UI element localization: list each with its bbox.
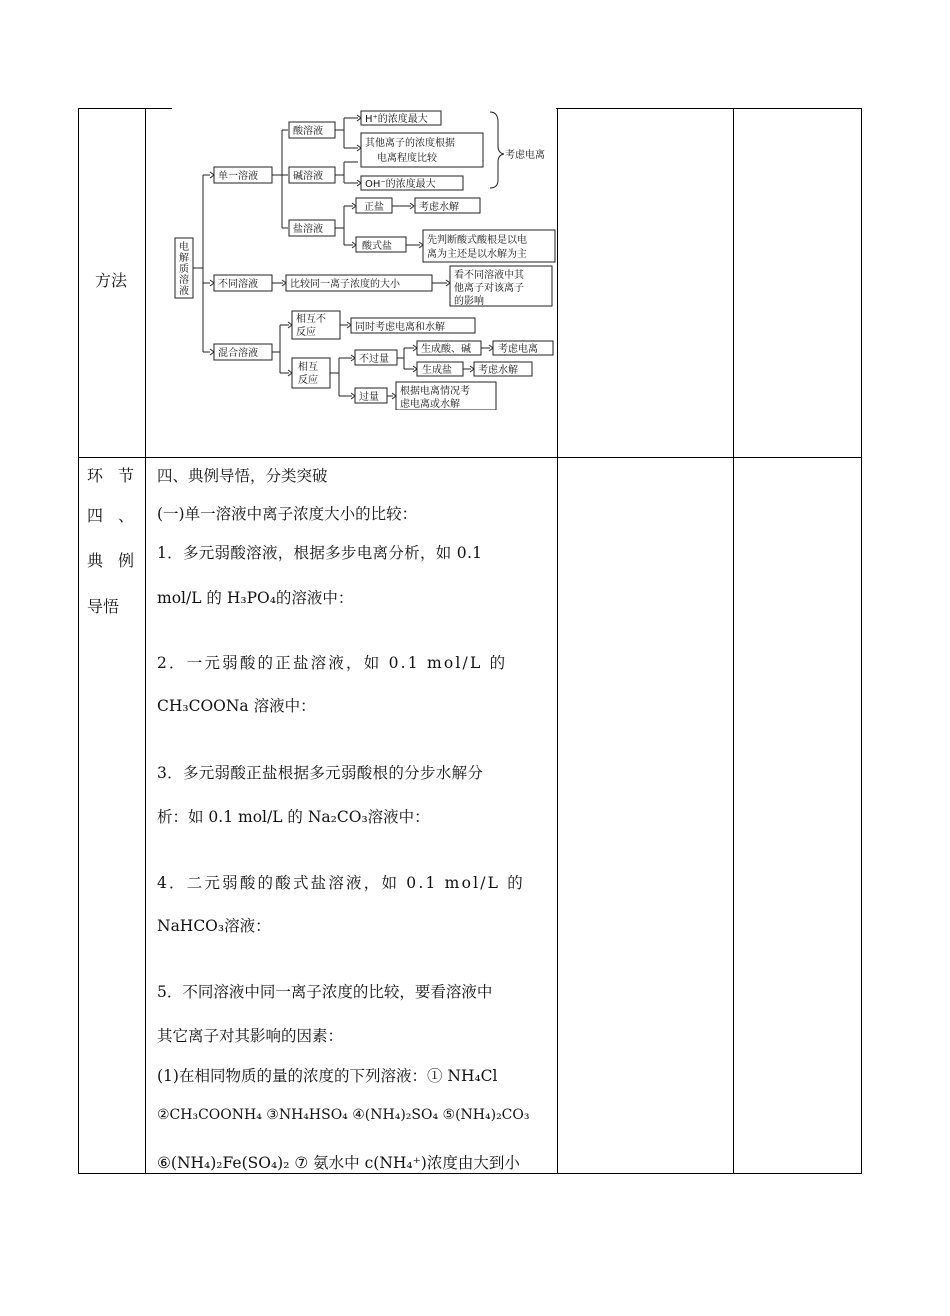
svg-text:不同溶液: 不同溶液 (218, 279, 258, 290)
svg-text:考虑电离: 考虑电离 (505, 150, 545, 161)
para-6-line-1: (1)在相同物质的量的浓度的下列溶液：① NH₄Cl (157, 1067, 498, 1085)
svg-text:先判断酸式酸根是以电: 先判断酸式酸根是以电 (427, 235, 527, 246)
label-char: 典 (87, 551, 104, 570)
label-char: 例 (118, 551, 135, 570)
root-label: 电解质溶液 (179, 242, 189, 297)
svg-text:生成盐: 生成盐 (422, 365, 452, 376)
label-char: 、 (118, 506, 135, 525)
svg-text:其他离子的浓度根据: 其他离子的浓度根据 (365, 138, 455, 149)
svg-text:反应: 反应 (298, 375, 318, 386)
label-char: 环 (87, 466, 104, 485)
svg-text:反应: 反应 (296, 327, 316, 338)
svg-text:同时考虑电离和水解: 同时考虑电离和水解 (355, 322, 445, 333)
section-heading: 四、典例导悟，分类突破 (157, 467, 328, 485)
svg-text:看不同溶液中其: 看不同溶液中其 (454, 270, 524, 281)
svg-text:虑电离或水解: 虑电离或水解 (400, 399, 460, 410)
label-char: 四 (87, 506, 104, 525)
svg-text:酸式盐: 酸式盐 (362, 241, 392, 252)
svg-text:混合溶液: 混合溶液 (218, 348, 258, 359)
svg-text:不过量: 不过量 (359, 354, 389, 365)
para-1-line-2: mol/L 的 H₃PO₄的溶液中： (157, 589, 354, 607)
svg-text:H⁺的浓度最大: H⁺的浓度最大 (365, 114, 428, 125)
svg-text:电离程度比较: 电离程度比较 (377, 153, 437, 164)
para-4-line-1: 4．二元弱酸的酸式盐溶液，如 0.1 mol/L 的 (157, 874, 525, 892)
para-6-line-3: ⑥(NH₄)₂Fe(SO₄)₂ ⑦ 氨水中 c(NH₄⁺)浓度由大到小 (157, 1154, 520, 1172)
svg-text:盐溶液: 盐溶液 (293, 224, 323, 235)
svg-text:OH⁻的浓度最大: OH⁻的浓度最大 (365, 179, 436, 190)
svg-text:考虑水解: 考虑水解 (419, 202, 459, 213)
svg-text:生成酸、碱: 生成酸、碱 (421, 344, 471, 355)
svg-text:碱溶液: 碱溶液 (293, 171, 323, 182)
para-3-line-2: 析：如 0.1 mol/L 的 Na₂CO₃溶液中： (157, 808, 430, 826)
para-5-line-1: 5．不同溶液中同一离子浓度的比较，要看溶液中 (157, 983, 493, 1001)
table-border-bottom (78, 1173, 862, 1174)
para-3-line-1: 3．多元弱酸正盐根据多元弱酸根的分步水解分 (157, 764, 484, 782)
svg-text:根据电离情况考: 根据电离情况考 (400, 386, 470, 397)
row-label-method: 方法 (95, 271, 128, 290)
single-solution-label: 单一溶液 (218, 171, 258, 182)
svg-text:他离子对该离子: 他离子对该离子 (454, 283, 524, 294)
svg-text:正盐: 正盐 (364, 202, 384, 213)
svg-text:相互不: 相互不 (296, 314, 326, 325)
svg-text:比较同一离子浓度的大小: 比较同一离子浓度的大小 (290, 279, 400, 290)
table-border-right (861, 108, 862, 1174)
svg-text:酸溶液: 酸溶液 (293, 126, 323, 137)
svg-text:相互: 相互 (298, 362, 318, 373)
subheading-single-solution: (一)单一溶液中离子浓度大小的比较： (157, 505, 418, 523)
para-1-line-1: 1．多元弱酸溶液，根据多步电离分析，如 0.1 (157, 544, 483, 562)
label-char: 导悟 (87, 597, 120, 616)
label-char: 节 (118, 466, 135, 485)
table-border-left (78, 108, 79, 1174)
table-col-divider-1 (145, 108, 146, 1174)
para-6-line-2: ②CH₃COONH₄ ③NH₄HSO₄ ④(NH₄)₂SO₄ ⑤(NH₄)₂CO₃ (157, 1107, 530, 1123)
para-2-line-1: 2．一元弱酸的正盐溶液，如 0.1 mol/L 的 (157, 654, 508, 672)
svg-text:过量: 过量 (359, 392, 379, 403)
svg-text:的影响: 的影响 (454, 296, 484, 307)
ion-concentration-flowchart (172, 110, 558, 410)
para-4-line-2: NaHCO₃溶液： (157, 917, 271, 935)
table-col-divider-3 (733, 108, 734, 1174)
table-row-divider (78, 457, 862, 458)
para-2-line-2: CH₃COONa 溶液中： (157, 697, 316, 715)
svg-text:考虑水解: 考虑水解 (478, 365, 518, 376)
para-5-line-2: 其它离子对其影响的因素： (157, 1027, 344, 1045)
svg-text:考虑电离: 考虑电离 (498, 344, 538, 355)
svg-text:离为主还是以水解为主: 离为主还是以水解为主 (427, 249, 527, 260)
